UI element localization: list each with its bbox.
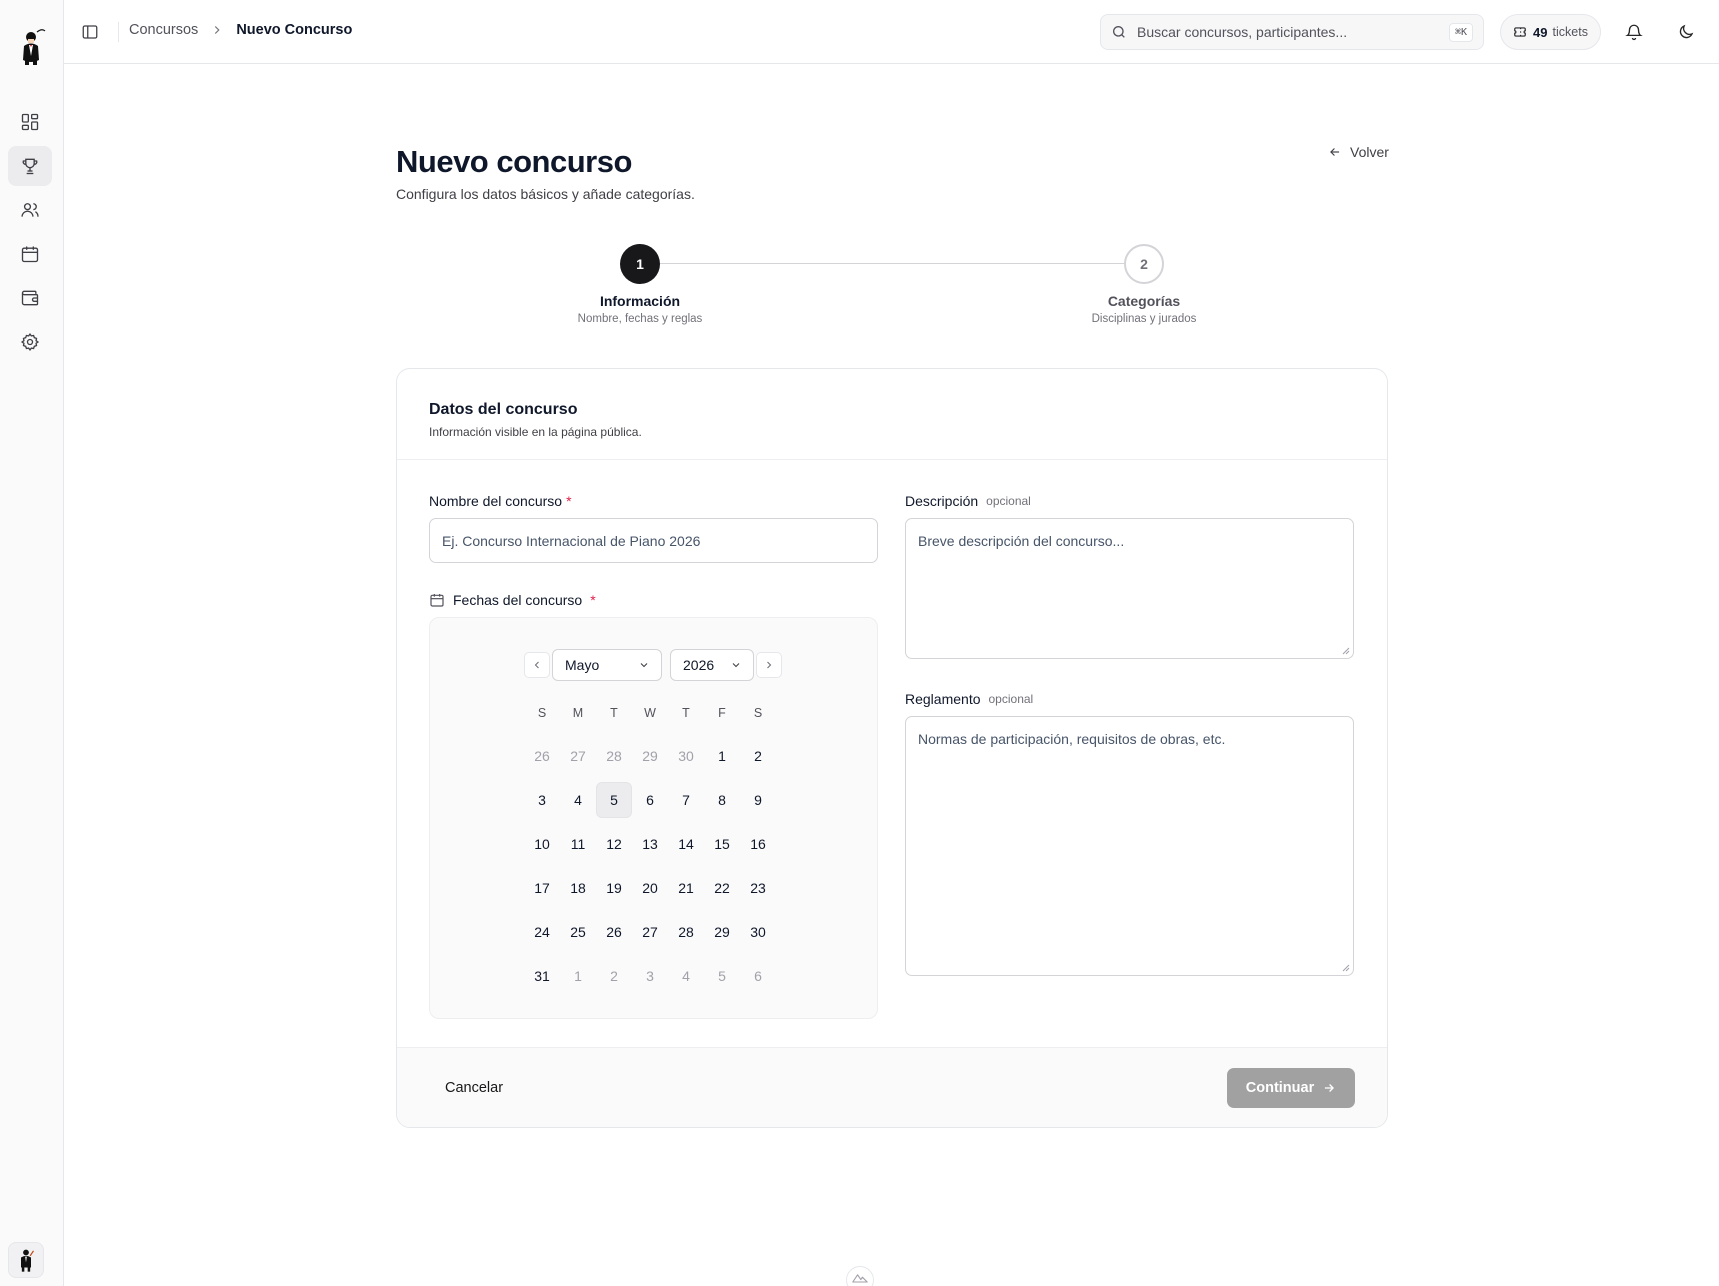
rules-label-text: Reglamento (905, 691, 981, 707)
sidebar (0, 0, 64, 1286)
calendar-month-select[interactable] (552, 649, 662, 681)
app-logo[interactable] (16, 26, 48, 66)
name-label-text: Nombre del concurso (429, 493, 563, 509)
calendar-weekday-row (524, 706, 776, 726)
arrow-right-icon (1322, 1081, 1336, 1095)
step-1-label: Información (599, 293, 681, 309)
weekday-label: M (572, 706, 584, 720)
calendar-week-row (524, 870, 776, 914)
weekday-label: T (610, 706, 618, 720)
calendar-day[interactable]: 15 (714, 836, 730, 852)
header-divider (118, 22, 119, 42)
description-textarea[interactable] (905, 518, 1354, 659)
weekday-label: W (644, 706, 656, 720)
calendar-day[interactable]: 26 (534, 748, 550, 764)
calendar-icon (429, 592, 445, 608)
calendar-week-row (524, 826, 776, 870)
calendar-day-today[interactable]: 5 (596, 782, 632, 818)
step-1-indicator[interactable]: 1 (620, 244, 660, 284)
optional-tag: opcional (986, 494, 1031, 508)
card-footer (397, 1047, 1387, 1128)
tickets-count: 49 (1533, 24, 1548, 40)
resize-grip-icon[interactable] (1342, 647, 1350, 655)
calendar-day[interactable]: 28 (678, 924, 694, 940)
description-label-text: Descripción (905, 493, 979, 509)
breadcrumb (129, 22, 352, 38)
card-title: Datos del concurso (429, 401, 578, 418)
rules-textarea[interactable] (905, 716, 1354, 976)
name-field-label (429, 493, 572, 509)
chevron-down-icon (730, 659, 742, 671)
rules-placeholder: Normas de participación, requisitos de obras, etc. (918, 731, 1226, 747)
calendar-day[interactable]: 29 (714, 924, 730, 940)
back-button[interactable] (1328, 144, 1389, 160)
top-header (64, 0, 1719, 64)
chevron-left-icon (531, 659, 543, 671)
calendar-year-value: 2026 (683, 657, 715, 673)
calendar-day[interactable]: 16 (750, 836, 766, 852)
sidebar-panel-icon (81, 23, 99, 41)
description-placeholder: Breve descripción del concurso... (918, 533, 1125, 549)
trophy-icon (20, 156, 40, 176)
step-1-desc: Nombre, fechas y reglas (577, 313, 703, 325)
required-mark: * (590, 592, 596, 608)
sidebar-item-concursos[interactable] (8, 146, 52, 186)
search-placeholder: Buscar concursos, participantes... (1137, 24, 1348, 40)
back-label: Volver (1350, 144, 1389, 160)
calendar-day[interactable]: 8 (718, 792, 726, 808)
description-field-label (905, 493, 1031, 509)
continue-button[interactable] (1227, 1068, 1355, 1108)
continue-label: Continuar (1245, 1080, 1315, 1096)
chevron-right-icon (763, 659, 775, 671)
required-mark: * (566, 493, 572, 509)
calendar-day[interactable]: 18 (570, 880, 586, 896)
chevron-right-icon (210, 23, 224, 37)
calendar-prev-month-button[interactable] (524, 652, 550, 678)
calendar-day[interactable]: 30 (750, 924, 766, 940)
dates-field-label (429, 592, 596, 608)
dates-label-text: Fechas del concurso (453, 592, 583, 608)
calendar-day[interactable]: 12 (606, 836, 622, 852)
sidebar-item-participantes[interactable] (8, 190, 52, 230)
stepper-line (660, 263, 1124, 264)
calendar-day[interactable]: 22 (714, 880, 730, 896)
sidebar-item-pagos[interactable] (8, 278, 52, 318)
rules-field-label (905, 691, 1033, 707)
calendar-week-row (524, 914, 776, 958)
optional-tag: opcional (988, 692, 1034, 706)
calendar-day[interactable]: 14 (678, 836, 694, 852)
contest-form-card (396, 368, 1388, 1128)
calendar-day[interactable]: 21 (678, 880, 694, 896)
calendar-day[interactable]: 6 (646, 792, 654, 808)
calendar-day[interactable]: 29 (642, 748, 658, 764)
calendar-day[interactable]: 24 (534, 924, 550, 940)
card-subtitle: Información visible en la página pública. (429, 425, 642, 439)
framework-logo-icon (846, 1266, 874, 1286)
page-subtitle: Configura los datos básicos y añade categorías. (396, 186, 695, 202)
avatar[interactable] (8, 1242, 44, 1278)
sidebar-item-dashboard[interactable] (8, 102, 52, 142)
calendar-day[interactable]: 13 (642, 836, 658, 852)
weekday-label: F (718, 706, 726, 720)
calendar-day[interactable]: 17 (534, 880, 550, 896)
calendar-week-row (524, 738, 776, 782)
breadcrumb-link-concursos[interactable]: Concursos (129, 22, 199, 38)
date-range-calendar (429, 617, 878, 1019)
weekday-label: T (682, 706, 690, 720)
calendar-day[interactable]: 2 (610, 968, 618, 984)
calendar-day[interactable]: 19 (606, 880, 622, 896)
calendar-day[interactable]: 7 (682, 792, 690, 808)
calendar-week-row (524, 958, 776, 1002)
calendar-day[interactable]: 28 (606, 748, 622, 764)
calendar-day[interactable]: 3 (538, 792, 546, 808)
calendar-day[interactable]: 27 (570, 748, 586, 764)
calendar-day[interactable]: 27 (642, 924, 658, 940)
calendar-day[interactable]: 11 (570, 836, 586, 852)
chevron-down-icon (638, 659, 650, 671)
calendar-next-month-button[interactable] (756, 652, 782, 678)
tickets-badge[interactable] (1500, 14, 1601, 50)
calendar-grid (524, 706, 776, 1002)
resize-grip-icon[interactable] (1342, 964, 1350, 972)
step-2-desc: Disciplinas y jurados (1091, 313, 1197, 325)
contest-name-input[interactable] (429, 518, 878, 563)
calendar-day[interactable]: 4 (682, 968, 690, 984)
calendar-day[interactable]: 23 (750, 880, 766, 896)
moon-icon (1677, 23, 1695, 41)
calendar-day[interactable]: 2 (754, 748, 762, 764)
search-input[interactable] (1100, 14, 1484, 50)
calendar-day[interactable]: 30 (678, 748, 694, 764)
calendar-day[interactable]: 1 (718, 748, 726, 764)
contest-name-placeholder: Ej. Concurso Internacional de Piano 2026 (442, 532, 701, 549)
users-icon (20, 200, 40, 220)
search-shortcut: ⌘K (1449, 23, 1473, 42)
calendar-day[interactable]: 1 (574, 968, 582, 984)
wallet-icon (20, 288, 40, 308)
calendar-weeks (524, 738, 776, 1002)
ticket-icon (1513, 25, 1527, 39)
calendar-day[interactable]: 3 (646, 968, 654, 984)
search-icon (1111, 24, 1127, 40)
calendar-day[interactable]: 10 (534, 836, 550, 852)
calendar-day[interactable]: 26 (606, 924, 622, 940)
calendar-year-select[interactable] (670, 649, 754, 681)
bell-icon (1625, 23, 1643, 41)
breadcrumb-current: Nuevo Concurso (236, 22, 353, 38)
sidebar-item-ajustes[interactable] (8, 322, 52, 362)
step-2-indicator[interactable]: 2 (1124, 244, 1164, 284)
calendar-week-row (524, 782, 776, 826)
weekday-label: S (753, 706, 763, 720)
sidebar-nav (0, 102, 64, 366)
sidebar-item-calendario[interactable] (8, 234, 52, 274)
calendar-day[interactable]: 31 (534, 968, 550, 984)
calendar-day[interactable]: 5 (718, 968, 726, 984)
sidebar-toggle-button[interactable] (78, 20, 102, 44)
calendar-day[interactable]: 4 (574, 792, 582, 808)
calendar-day[interactable]: 25 (570, 924, 586, 940)
calendar-day[interactable]: 6 (754, 968, 762, 984)
notifications-button[interactable] (1622, 20, 1646, 44)
weekday-label: S (537, 706, 547, 720)
calendar-month-value: Mayo (565, 657, 600, 673)
tickets-label: tickets (1552, 25, 1588, 39)
dashboard-icon (20, 112, 40, 132)
page-title: Nuevo concurso (396, 144, 632, 179)
calendar-day[interactable]: 20 (642, 880, 658, 896)
theme-toggle-button[interactable] (1674, 20, 1698, 44)
calendar-icon (20, 244, 40, 264)
arrow-left-icon (1328, 145, 1342, 159)
gear-icon (20, 332, 40, 352)
cancel-button[interactable]: Cancelar (445, 1080, 504, 1096)
card-header (397, 369, 1387, 460)
step-2-label: Categorías (1107, 293, 1181, 309)
calendar-day[interactable]: 9 (754, 792, 762, 808)
